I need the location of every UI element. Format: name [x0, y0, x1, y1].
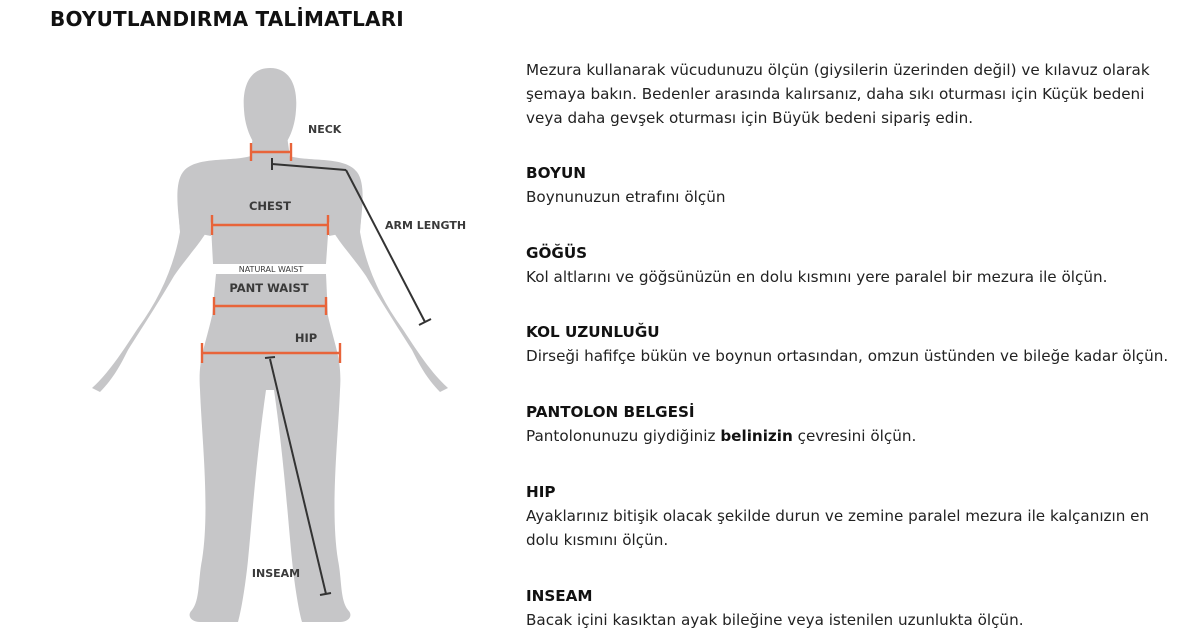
label-pant-waist: PANT WAIST — [229, 281, 309, 295]
text-pant-waist-bold: belinizin — [720, 427, 793, 445]
section-pant-waist — [526, 400, 1176, 448]
text-pant-waist-before: Pantolonunuzu giydiğiniz — [526, 427, 721, 445]
label-inseam: INSEAM — [251, 567, 301, 580]
heading-chest: GÖĞÜS — [526, 244, 588, 262]
text-pant-waist — [526, 424, 1176, 448]
section-hip — [526, 480, 1176, 552]
text-inseam: Bacak içini kasıktan ayak bileğine veya istenilen uzunlukta ölçün. — [526, 611, 1024, 629]
text-hip: Ayaklarınız bitişik olacak şekilde durun ve zemine paralel mezura ile kalçanızın en dolu kısmını ölçün. — [526, 507, 1150, 549]
section-neck — [526, 161, 1176, 209]
body-silhouette-svg — [80, 60, 480, 632]
heading-inseam: INSEAM — [526, 587, 593, 605]
label-hip: HIP — [294, 331, 318, 345]
text-neck: Boynunuzun etrafını ölçün — [526, 188, 726, 206]
heading-neck: BOYUN — [526, 164, 586, 182]
heading-arm-length: KOL UZUNLUĞU — [526, 323, 660, 341]
label-neck: NECK — [308, 123, 342, 136]
label-chest: CHEST — [248, 199, 292, 213]
body-measurement-diagram — [80, 60, 480, 632]
section-chest — [526, 241, 1176, 289]
page-title: BOYUTLANDIRMA TALİMATLARI — [50, 7, 404, 31]
heading-pant-waist: PANTOLON BELGESİ — [526, 403, 695, 421]
text-pant-waist-after: çevresini ölçün. — [792, 427, 917, 445]
section-arm-length — [526, 320, 1176, 368]
body-left-arm — [92, 172, 212, 392]
heading-hip: HIP — [526, 483, 556, 501]
intro-text: Mezura kullanarak vücudunuzu ölçün (giysilerin üzerinden değil) ve kılavuz olarak şemaya bakın. Bedenler arasında kalırsanız, daha sıkı oturması için Küçük bedeni veya daha gevşek oturması için Büyük bedeni sipariş edin. — [526, 61, 1150, 127]
section-inseam — [526, 584, 1176, 632]
text-arm-length: Dirseği hafifçe bükün ve boynun ortasından, omzun üstünden ve bileğe kadar ölçün. — [526, 347, 1169, 365]
label-arm-length: ARM LENGTH — [385, 219, 467, 232]
instructions-panel — [526, 58, 1176, 629]
text-chest: Kol altlarını ve göğsünüzün en dolu kısmını yere paralel bir mezura ile ölçün. — [526, 268, 1108, 286]
body-right-arm — [328, 172, 448, 392]
label-natural-waist: NATURAL WAIST — [238, 265, 304, 274]
